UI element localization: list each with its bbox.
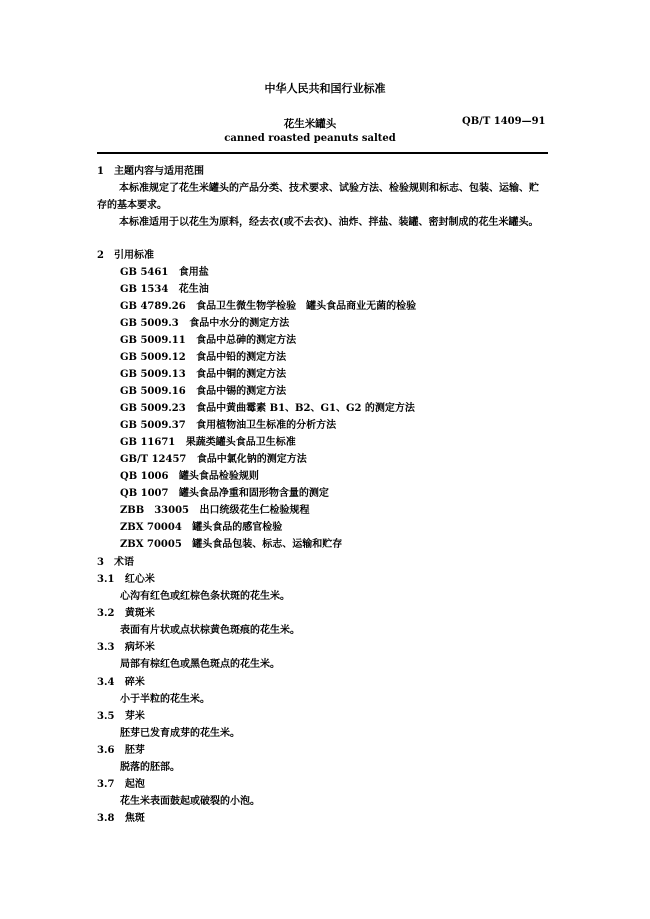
reference-code: ZBB 33005 — [120, 505, 189, 516]
term-definition: 局部有棕红色或黑色斑点的花生米。 — [120, 659, 280, 670]
term-heading — [97, 676, 145, 690]
reference-name: 罐头食品包装、标志、运输和贮存 — [192, 539, 343, 550]
reference-item — [120, 538, 342, 552]
reference-item — [120, 419, 336, 433]
term-name: 起泡 — [124, 779, 145, 790]
reference-item — [120, 470, 259, 484]
term-number: 3.6 — [97, 745, 115, 756]
reference-code: GB 5009.11 — [120, 335, 186, 346]
section2-heading: 2 引用标准 — [97, 250, 154, 261]
term-heading — [97, 812, 145, 826]
term-number: 3.7 — [97, 779, 115, 790]
reference-code: GB 5009.37 — [120, 420, 186, 431]
reference-name: 食品中铅的测定方法 — [196, 352, 287, 363]
term-name: 黄斑米 — [124, 608, 155, 619]
reference-name: 食品中水分的测定方法 — [189, 318, 290, 329]
term-number: 3.1 — [97, 574, 115, 585]
reference-item — [120, 317, 289, 331]
term-number: 3.4 — [97, 677, 115, 688]
reference-code: GB 5009.3 — [120, 318, 179, 329]
reference-item — [120, 334, 296, 348]
reference-name: 食用植物油卫生标准的分析方法 — [196, 420, 337, 431]
reference-code: QB 1006 — [120, 471, 169, 482]
reference-code: GB 5461 — [120, 267, 169, 278]
term-definition: 脱落的胚部。 — [120, 762, 180, 773]
section1-heading: 1 主题内容与适用范围 — [97, 166, 204, 177]
reference-item — [120, 521, 282, 535]
reference-item — [120, 436, 296, 450]
reference-name: 出口统级花生仁检验规程 — [199, 505, 310, 516]
term-heading — [97, 710, 145, 724]
reference-code: GB 5009.23 — [120, 403, 186, 414]
reference-code: GB 5009.16 — [120, 386, 186, 397]
reference-code: ZBX 70005 — [120, 539, 182, 550]
term-name: 碎米 — [124, 677, 145, 688]
standard-code: QB/T 1409—91 — [462, 116, 546, 127]
reference-item — [120, 453, 307, 467]
reference-name: 果蔬类罐头食品卫生标准 — [185, 437, 296, 448]
reference-item — [120, 266, 209, 280]
term-heading — [97, 744, 145, 758]
term-number: 3.2 — [97, 608, 115, 619]
term-definition: 心沟有红色或红棕色条状斑的花生米。 — [120, 591, 290, 602]
term-name: 焦斑 — [124, 813, 145, 824]
term-definition: 小于半粒的花生米。 — [120, 694, 210, 705]
section1-paragraph-2: 本标准适用于以花生为原料，经去衣(或不去衣)、油炸、拌盐、装罐、密封制成的花生米罐头。 — [119, 217, 539, 228]
term-definition: 胚芽已发育成芽的花生米。 — [120, 728, 240, 739]
term-heading — [97, 607, 155, 621]
reference-name: 罐头食品检验规则 — [178, 471, 259, 482]
term-name: 芽米 — [124, 711, 145, 722]
term-heading — [97, 778, 145, 792]
reference-item — [120, 504, 309, 518]
term-definition: 表面有片状或点状棕黄色斑痕的花生米。 — [120, 625, 300, 636]
reference-item — [120, 351, 286, 365]
reference-code: GB 1534 — [120, 284, 169, 295]
term-number: 3.3 — [97, 642, 115, 653]
reference-name: 食品中铜的测定方法 — [196, 369, 287, 380]
reference-item — [120, 368, 286, 382]
reference-item — [120, 402, 415, 416]
reference-name: 食品中总砷的测定方法 — [196, 335, 297, 346]
reference-name: 食品中黄曲霉素 B1、B2、G1、G2 的测定方法 — [196, 403, 415, 414]
reference-code: GB 4789.26 — [120, 301, 186, 312]
section3-heading: 3 术语 — [97, 557, 134, 568]
reference-item — [120, 487, 329, 501]
term-number: 3.8 — [97, 813, 115, 824]
reference-name: 花生油 — [178, 284, 209, 295]
reference-item — [120, 300, 416, 314]
reference-code: GB/T 12457 — [120, 454, 187, 465]
reference-code: GB 5009.13 — [120, 369, 186, 380]
reference-name: 食品中氯化钠的测定方法 — [196, 454, 307, 465]
term-definition: 花生米表面鼓起或破裂的小泡。 — [120, 796, 260, 807]
section1-paragraph-1: 本标准规定了花生米罐头的产品分类、技术要求、试验方法、检验规则和标志、包装、运输、贮存的基本要求。 — [97, 183, 539, 211]
term-heading — [97, 641, 155, 655]
reference-item — [120, 283, 209, 297]
term-name: 红心米 — [124, 574, 155, 585]
reference-name: 食品中锡的测定方法 — [196, 386, 287, 397]
term-name: 病坏米 — [124, 642, 155, 653]
reference-code: GB 11671 — [120, 437, 176, 448]
reference-name: 罐头食品净重和固形物含量的测定 — [178, 488, 329, 499]
reference-name: 食用盐 — [178, 267, 209, 278]
reference-code: GB 5009.12 — [120, 352, 186, 363]
reference-name: 食品卫生微生物学检验 罐头食品商业无菌的检验 — [196, 301, 417, 312]
reference-code: QB 1007 — [120, 488, 169, 499]
reference-name: 罐头食品的感官检验 — [192, 522, 283, 533]
header-divider — [97, 152, 548, 154]
term-number: 3.5 — [97, 711, 115, 722]
standard-name-en: canned roasted peanuts salted — [224, 133, 396, 144]
reference-code: ZBX 70004 — [120, 522, 182, 533]
reference-item — [120, 385, 286, 399]
term-heading — [97, 573, 155, 587]
term-name: 胚芽 — [124, 745, 145, 756]
standard-name-cn: 花生米罐头 — [283, 118, 337, 130]
document-title: 中华人民共和国行业标准 — [264, 82, 386, 95]
